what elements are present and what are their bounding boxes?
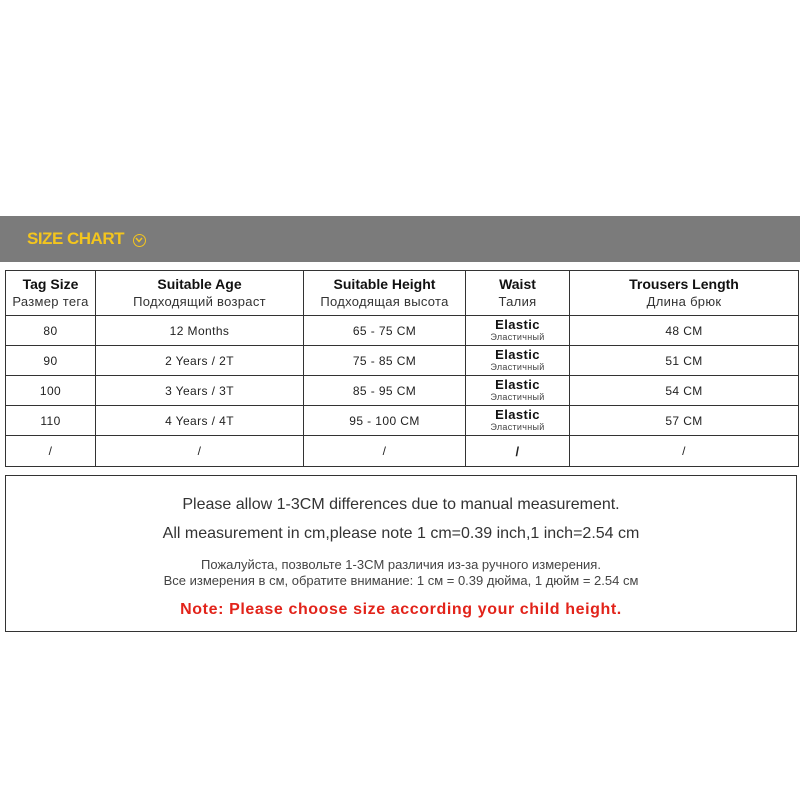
cell-suitable-age: 12 Months — [96, 316, 304, 346]
note-measurement-difference: Please allow 1-3CM differences due to manual measurement. — [182, 496, 620, 513]
table-row — [6, 376, 799, 406]
size-chart-header — [0, 216, 800, 262]
table-row — [6, 346, 799, 376]
cell-trousers-length: / — [570, 436, 799, 467]
cell-suitable-height: 95 - 100 CM — [304, 406, 466, 436]
cell-waist: Elastic Эластичный — [466, 406, 570, 436]
cell-tag-size: 100 — [6, 376, 96, 406]
column-header-trousers-length: Trousers Length Длина брюк — [570, 271, 799, 316]
cell-tag-size: 80 — [6, 316, 96, 346]
cell-tag-size: 110 — [6, 406, 96, 436]
column-header-tag-size: Tag Size Размер тега — [6, 271, 96, 316]
cell-trousers-length: 48 CM — [570, 316, 799, 346]
size-table — [5, 270, 799, 467]
note-measurement-difference-ru: Пожалуйста, позвольте 1-3CM различия из-за ручного измерения. — [201, 557, 601, 572]
cell-suitable-age: 2 Years / 2T — [96, 346, 304, 376]
table-row — [6, 406, 799, 436]
cell-suitable-age: / — [96, 436, 304, 467]
cell-tag-size: 90 — [6, 346, 96, 376]
cell-trousers-length: 57 CM — [570, 406, 799, 436]
table-row — [6, 436, 799, 467]
cell-waist: / — [466, 436, 570, 467]
cell-tag-size: / — [6, 436, 96, 467]
column-header-waist: Waist Талия — [466, 271, 570, 316]
cell-waist: Elastic Эластичный — [466, 346, 570, 376]
note-choose-size: Note: Please choose size according your child height. — [180, 601, 622, 618]
size-chart-title: SIZE CHART — [27, 229, 124, 248]
cell-suitable-age: 4 Years / 4T — [96, 406, 304, 436]
note-unit-conversion-ru: Все измерения в см, обратите внимание: 1 см = 0.39 дюйма, 1 дюйм = 2.54 см — [163, 573, 639, 588]
cell-suitable-height: 75 - 85 CM — [304, 346, 466, 376]
cell-waist: Elastic Эластичный — [466, 316, 570, 346]
cell-trousers-length: 51 CM — [570, 346, 799, 376]
chevron-down-circle-icon — [133, 234, 146, 247]
cell-suitable-height: / — [304, 436, 466, 467]
column-header-suitable-height: Suitable Height Подходящая высота — [304, 271, 466, 316]
cell-suitable-height: 85 - 95 CM — [304, 376, 466, 406]
cell-suitable-age: 3 Years / 3T — [96, 376, 304, 406]
table-row — [6, 316, 799, 346]
note-unit-conversion: All measurement in cm,please note 1 cm=0.39 inch,1 inch=2.54 cm — [162, 525, 640, 542]
cell-waist: Elastic Эластичный — [466, 376, 570, 406]
cell-trousers-length: 54 CM — [570, 376, 799, 406]
column-header-suitable-age: Suitable Age Подходящий возраст — [96, 271, 304, 316]
notes-box — [5, 475, 797, 632]
cell-suitable-height: 65 - 75 CM — [304, 316, 466, 346]
table-header-row — [6, 271, 799, 316]
